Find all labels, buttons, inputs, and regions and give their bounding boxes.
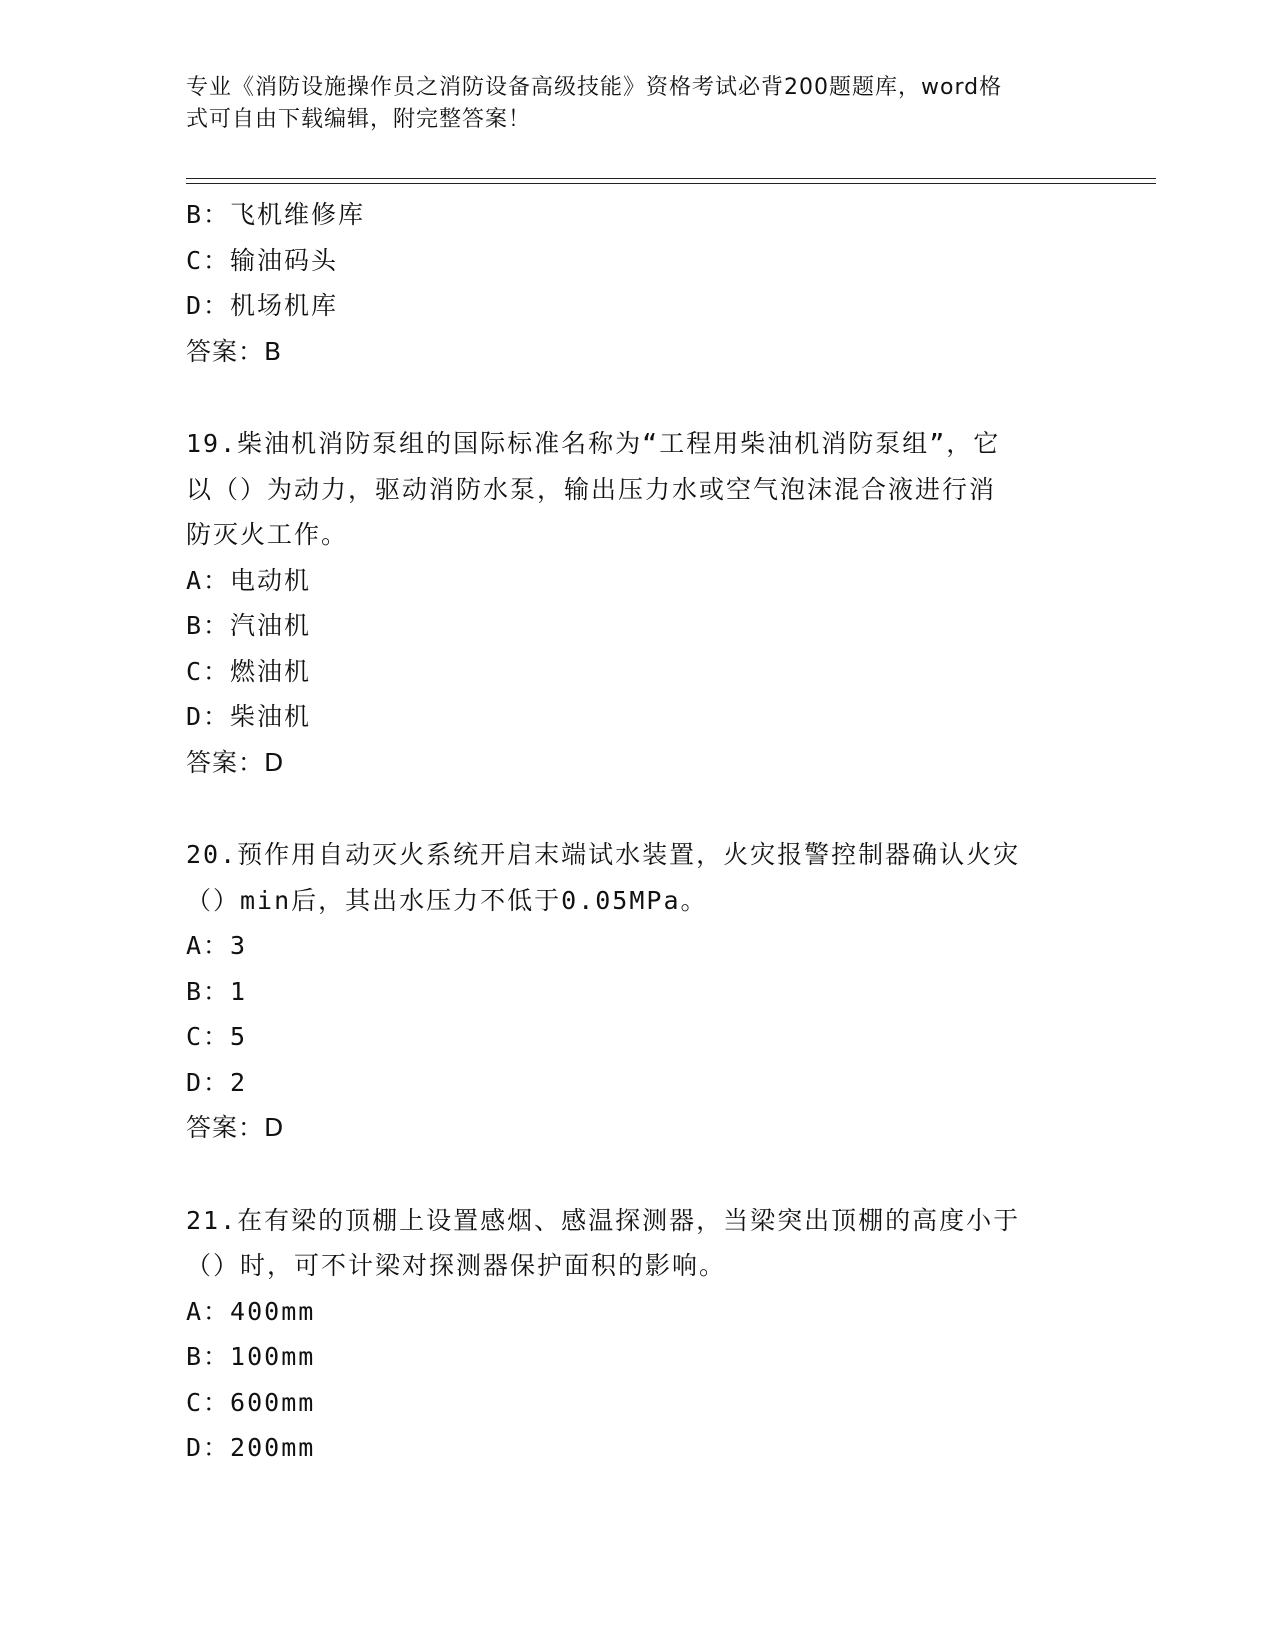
- question-20: [186, 832, 1076, 1151]
- header-line-2: 式可自由下载编辑，附完整答案！: [186, 107, 532, 132]
- spacer: [186, 1151, 1076, 1198]
- question-text-line: （）min后，其出水压力不低于0.05MPa。: [186, 885, 708, 915]
- option-c: C：600mm: [186, 1387, 316, 1417]
- option-d: D：200mm: [186, 1433, 316, 1462]
- question-19: [186, 421, 1076, 785]
- option-a: A：3: [186, 931, 248, 960]
- option-b: B：汽油机: [186, 611, 312, 640]
- option-c: C：输油码头: [186, 245, 339, 275]
- question-text-line: （）时，可不计梁对探测器保护面积的影响。: [186, 1251, 727, 1280]
- option-b: B：飞机维修库: [186, 200, 366, 229]
- option-c: C：燃油机: [186, 656, 312, 686]
- header-divider-top: [186, 178, 1156, 179]
- header-line-1: 专业《消防设施操作员之消防设备高级技能》资格考试必背200题题库，word格: [186, 75, 1003, 100]
- option-a: A：400mm: [186, 1296, 316, 1326]
- question-text-line: 20.预作用自动灭火系统开启末端试水装置，火灾报警控制器确认火灾: [186, 840, 1021, 869]
- option-d: D：2: [186, 1067, 248, 1097]
- header-divider-bottom: [186, 183, 1156, 184]
- answer-line: 答案：D: [186, 747, 285, 777]
- spacer: [186, 785, 1076, 832]
- question-text-line: 19.柴油机消防泵组的国际标准名称为“工程用柴油机消防泵组”，它: [186, 429, 1001, 458]
- option-c: C：5: [186, 1022, 248, 1051]
- option-b: B：100mm: [186, 1342, 316, 1371]
- question-18-partial: [186, 192, 1076, 374]
- question-list: [186, 192, 1076, 1471]
- answer-line: 答案：B: [186, 336, 283, 366]
- question-text-line: 以（）为动力，驱动消防水泵，输出压力水或空气泡沫混合液进行消: [186, 474, 997, 504]
- question-21: [186, 1198, 1076, 1471]
- option-d: D：柴油机: [186, 702, 312, 731]
- spacer: [186, 374, 1076, 421]
- answer-line: 答案：D: [186, 1113, 285, 1142]
- question-text-line: 21.在有梁的顶棚上设置感烟、感温探测器，当梁突出顶棚的高度小于: [186, 1205, 1021, 1235]
- option-a: A：电动机: [186, 565, 312, 595]
- document-header: [186, 72, 1076, 136]
- option-d: D：机场机库: [186, 291, 339, 320]
- option-b: B：1: [186, 976, 248, 1006]
- question-text-line: 防灭火工作。: [186, 520, 349, 549]
